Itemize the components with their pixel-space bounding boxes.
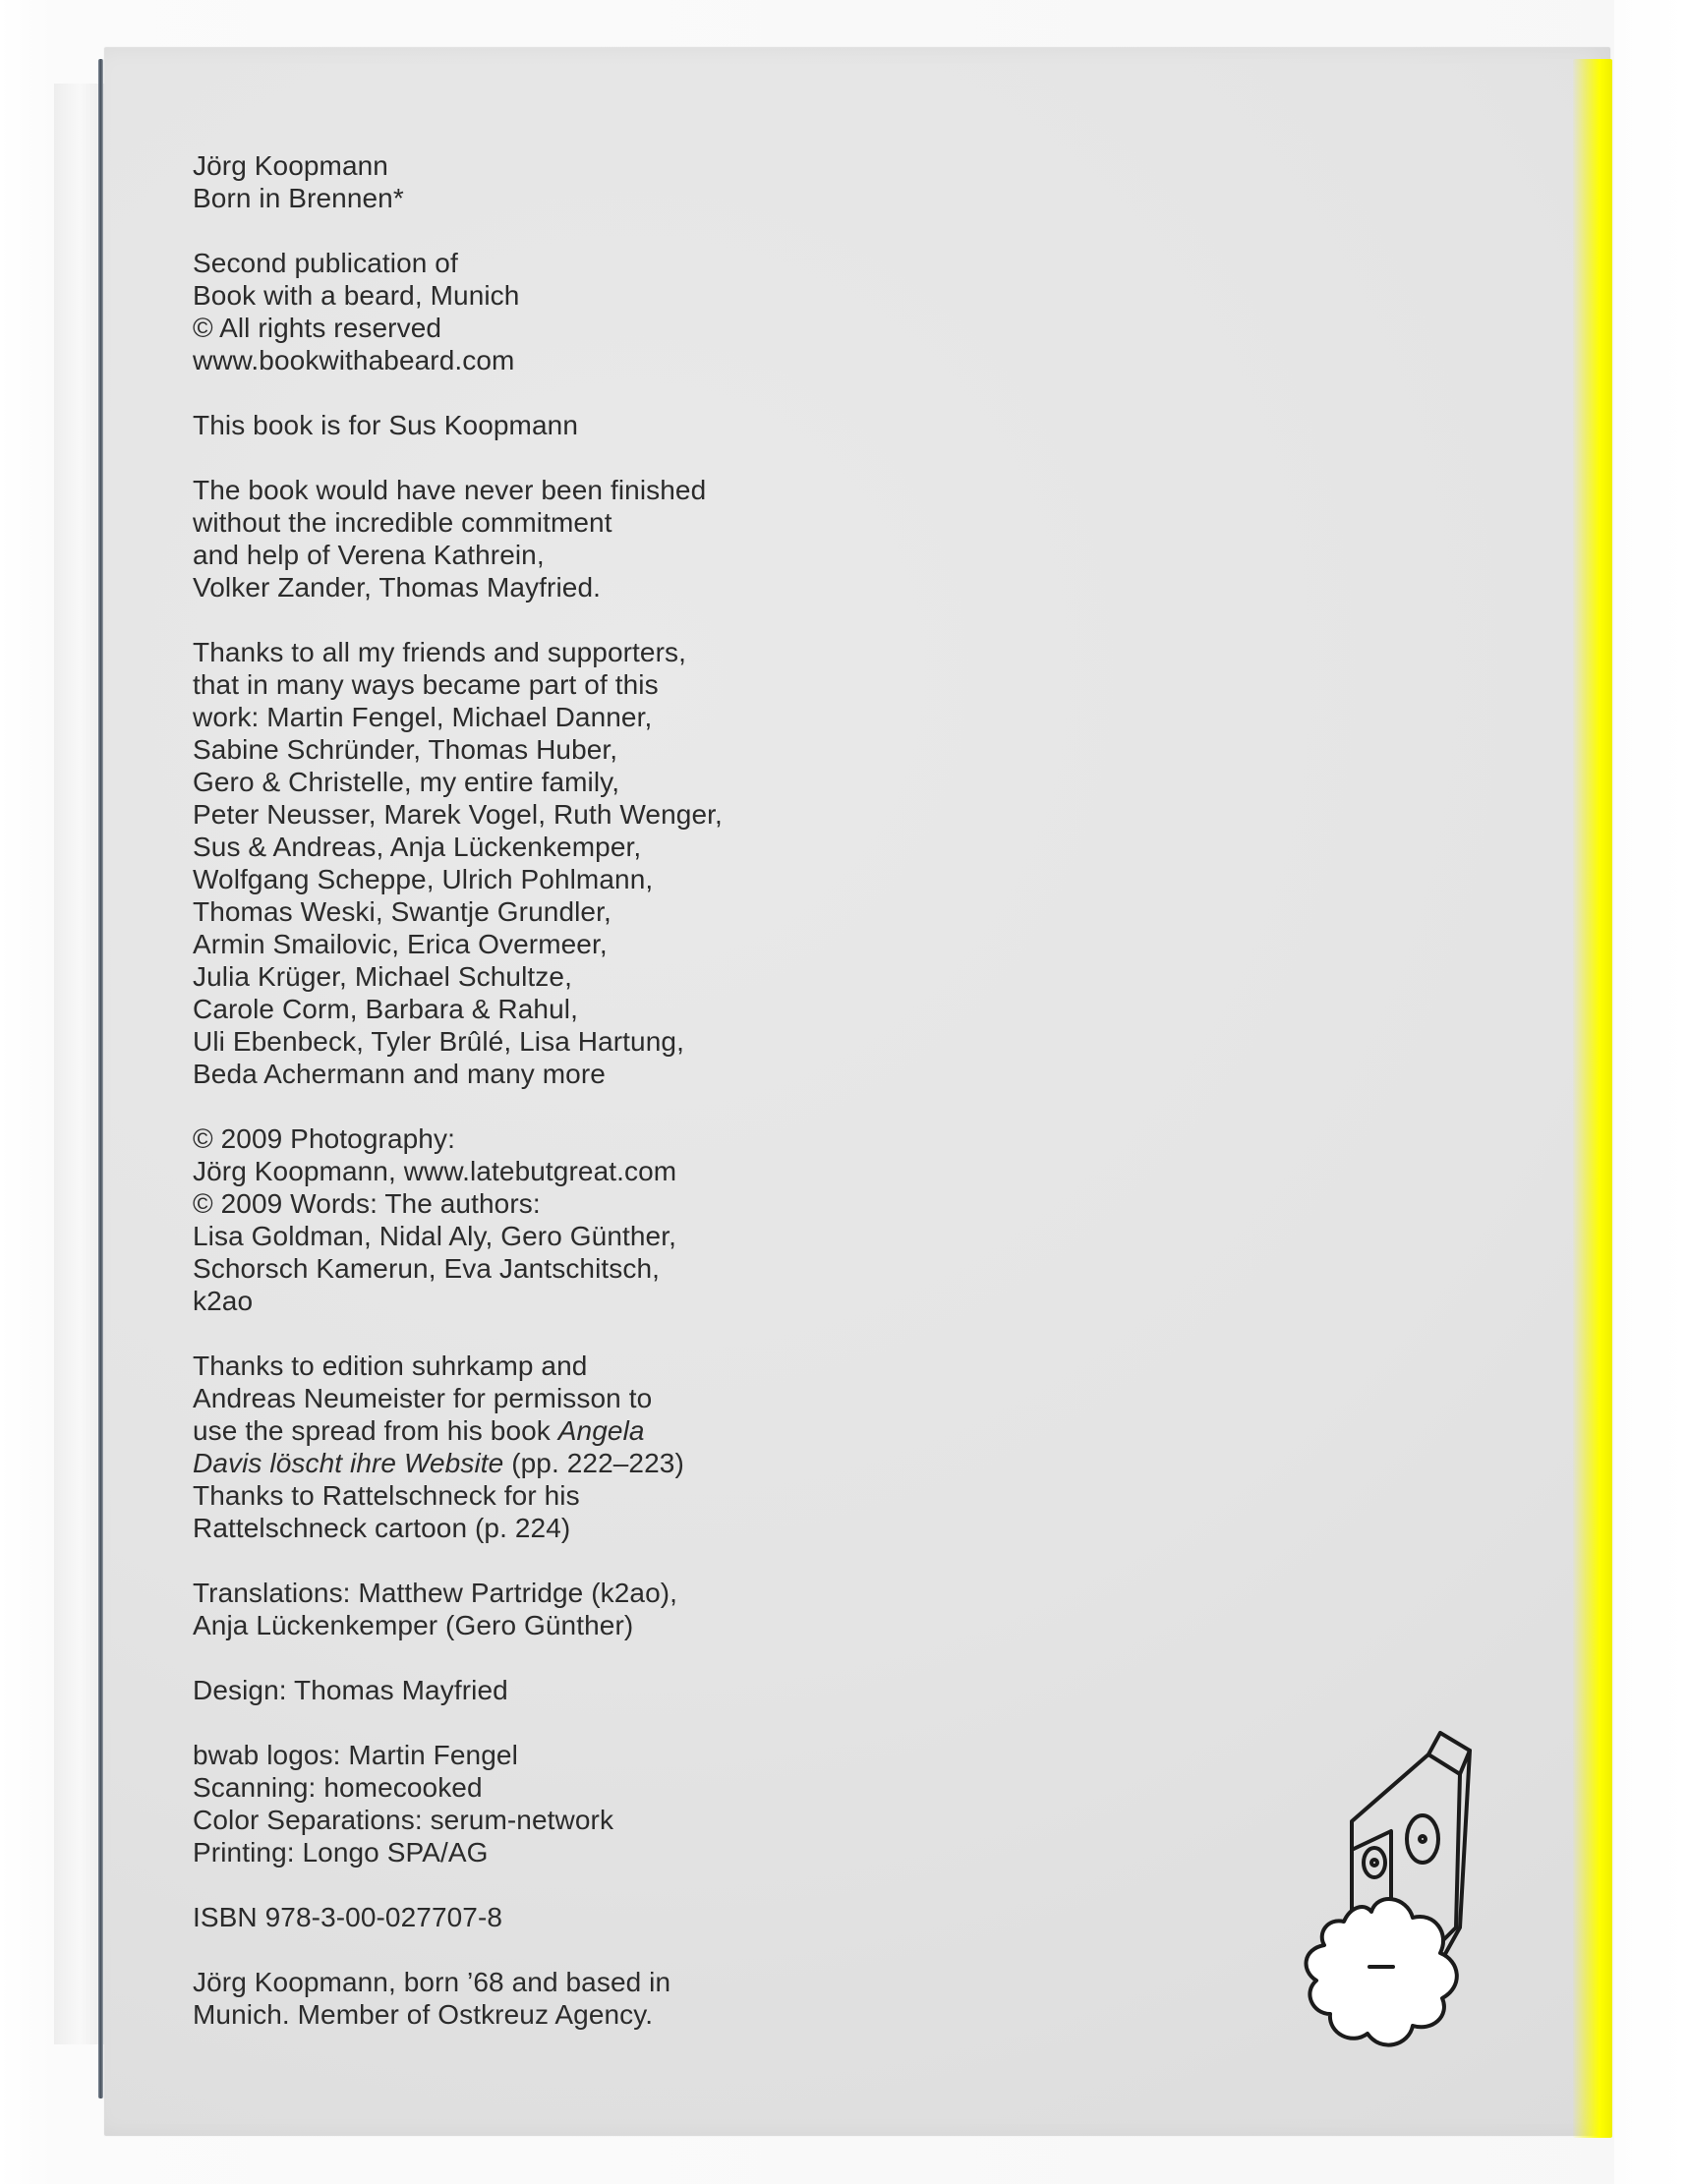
copyright-line-4: Lisa Goldman, Nidal Aly, Gero Günther, (193, 1221, 676, 1251)
copyright-line-1: © 2009 Photography: (193, 1123, 455, 1154)
copyright-line-2: Jörg Koopmann, www.latebutgreat.com (193, 1156, 677, 1186)
book-title-line: Born in Brennen* (193, 183, 404, 213)
face-blob-outline (1307, 1899, 1457, 2045)
thanks-line-1: Thanks to all my friends and supporters, (193, 637, 687, 667)
copyright-line-6: k2ao (193, 1286, 254, 1316)
production-block (193, 1739, 940, 1868)
right-background (1614, 0, 1688, 2184)
speaker-woofer (1407, 1815, 1438, 1863)
color-separations-line: Color Separations: serum-network (193, 1805, 614, 1835)
dedication-block (193, 409, 940, 441)
colophon-text (193, 149, 940, 2063)
publisher-url-line: www.bookwithabeard.com (193, 345, 515, 375)
translations-line-1: Translations: Matthew Partridge (k2ao), (193, 1578, 678, 1608)
translations-block (193, 1577, 940, 1641)
translations-line-2: Anja Lückenkemper (Gero Günther) (193, 1610, 634, 1640)
book-title-italic-part-2: Davis löscht ihre Website (193, 1448, 504, 1478)
thanks-line-11: Julia Krüger, Michael Schultze, (193, 961, 572, 992)
speaker-with-face-doodle-icon (1283, 1705, 1539, 2059)
speaker-tweeter (1364, 1848, 1385, 1877)
thanks-line-7: Sus & Andreas, Anja Lückenkemper, (193, 832, 642, 862)
permissions-line-2: Andreas Neumeister for permisson to (193, 1383, 653, 1413)
thanks-line-13: Uli Ebenbeck, Tyler Brûlé, Lisa Hartung, (193, 1026, 684, 1057)
design-line: Design: Thomas Mayfried (193, 1675, 508, 1705)
thanks-line-6: Peter Neusser, Marek Vogel, Ruth Wenger, (193, 799, 723, 830)
publisher-line: Book with a beard, Munich (193, 280, 520, 311)
page-reference: (pp. 222–223) (503, 1448, 684, 1478)
copyright-line-5: Schorsch Kamerun, Eva Jantschitsch, (193, 1253, 661, 1284)
cartoon-thanks-line-1: Thanks to Rattelschneck for his (193, 1480, 580, 1511)
thanks-line-5: Gero & Christelle, my entire family, (193, 767, 620, 797)
permissions-line-4 (193, 1447, 940, 1479)
author-line: Jörg Koopmann (193, 150, 388, 181)
rights-line: © All rights reserved (193, 313, 442, 343)
publication-block (193, 247, 940, 376)
thanks-line-4: Sabine Schründer, Thomas Huber, (193, 734, 618, 765)
printing-line: Printing: Longo SPA/AG (193, 1837, 489, 1868)
copyright-block (193, 1122, 940, 1317)
permissions-block (193, 1350, 940, 1544)
thanks-line-9: Thomas Weski, Swantje Grundler, (193, 896, 611, 927)
publication-line: Second publication of (193, 248, 458, 278)
yellow-cover-edge (1573, 59, 1612, 2138)
permissions-line-3 (193, 1414, 940, 1447)
logos-line: bwab logos: Martin Fengel (193, 1740, 518, 1770)
speaker-tweeter-center (1371, 1860, 1377, 1866)
copyright-line-3: © 2009 Words: The authors: (193, 1188, 541, 1219)
author-bio-line-2: Munich. Member of Ostkreuz Agency. (193, 1999, 654, 2030)
thanks-line-2: that in many ways became part of this (193, 669, 659, 700)
commitment-line-4: Volker Zander, Thomas Mayfried. (193, 572, 601, 603)
commitment-line-1: The book would have never been finished (193, 475, 707, 505)
scanning-line: Scanning: homecooked (193, 1772, 483, 1803)
cartoon-thanks-line-2: Rattelschneck cartoon (p. 224) (193, 1513, 571, 1543)
commitment-line-2: without the incredible commitment (193, 507, 612, 538)
thanks-line-10: Armin Smailovic, Erica Overmeer, (193, 929, 608, 959)
permissions-line-3-prefix: use the spread from his book (193, 1415, 558, 1446)
isbn-block (193, 1901, 940, 1933)
book-spine (98, 59, 103, 2098)
dedication-line: This book is for Sus Koopmann (193, 410, 578, 440)
thanks-line-12: Carole Corm, Barbara & Rahul, (193, 994, 578, 1024)
thanks-block (193, 636, 940, 1090)
design-block (193, 1674, 940, 1706)
author-bio-block (193, 1966, 940, 2031)
speaker-woofer-center (1420, 1836, 1426, 1842)
commitment-block (193, 474, 940, 603)
commitment-line-3: and help of Verena Kathrein, (193, 540, 545, 570)
thanks-line-8: Wolfgang Scheppe, Ulrich Pohlmann, (193, 864, 654, 894)
thanks-line-3: work: Martin Fengel, Michael Danner, (193, 702, 653, 732)
book-title-italic-part-1: Angela (557, 1415, 645, 1446)
isbn-line: ISBN 978-3-00-027707-8 (193, 1902, 503, 1932)
permissions-line-1: Thanks to edition suhrkamp and (193, 1351, 588, 1381)
author-bio-line-1: Jörg Koopmann, born ’68 and based in (193, 1967, 671, 1997)
thanks-line-14: Beda Achermann and many more (193, 1059, 606, 1089)
title-block (193, 149, 940, 214)
